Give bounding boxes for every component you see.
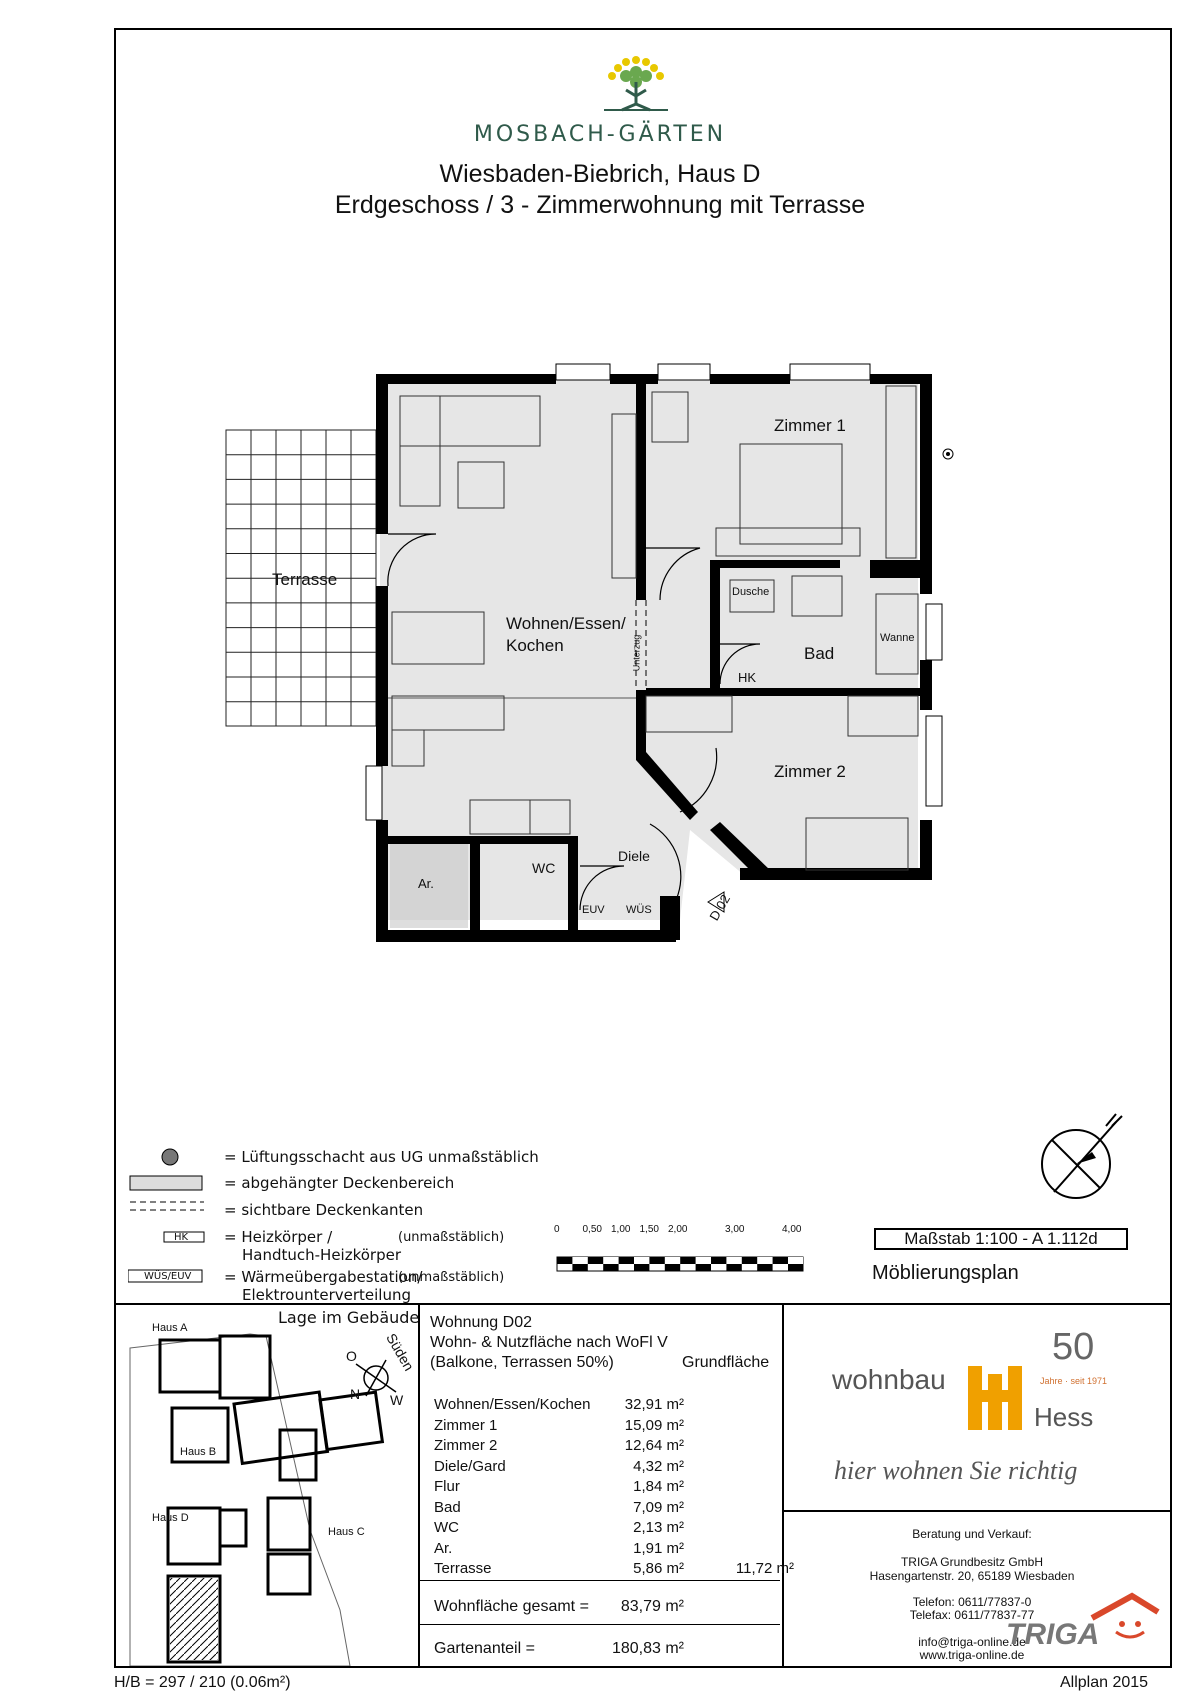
legend-item-4-sub: Handtuch-Heizkörper bbox=[242, 1246, 402, 1264]
room-terrasse: Terrasse bbox=[272, 570, 338, 589]
legend-item-4-note: (unmaßstäblich) bbox=[398, 1230, 505, 1245]
north-arrow-icon bbox=[1036, 1112, 1126, 1204]
room-wohnen-line2: Kochen bbox=[506, 636, 564, 655]
scale-tick-label: 1,50 bbox=[639, 1224, 659, 1235]
legend-item-5-sub: Elektrounterverteilung bbox=[242, 1286, 411, 1304]
label-dusche: Dusche bbox=[732, 586, 770, 598]
developer-name-2: Hess bbox=[1034, 1402, 1094, 1432]
legend-item-5-note: (unmaßstäblich) bbox=[398, 1270, 505, 1285]
scale-tick-label: 4,00 bbox=[782, 1224, 802, 1235]
room-wohnen-line1: Wohnen/Essen/ bbox=[506, 614, 626, 633]
legend-wus-symbol: WÜS/EUV bbox=[144, 1271, 192, 1282]
area-row bbox=[434, 1437, 794, 1457]
brand-name: MOSBACH-GÄRTEN bbox=[473, 122, 727, 147]
areas-total-value: 83,79 m² bbox=[620, 1598, 684, 1615]
scale-cell bbox=[680, 1257, 695, 1264]
area-row-value: 7,09 m² bbox=[633, 1498, 684, 1516]
area-row-name: Zimmer 1 bbox=[434, 1416, 498, 1434]
panel-divider-1 bbox=[418, 1303, 420, 1668]
scale-cell bbox=[557, 1257, 572, 1264]
scale-cell bbox=[726, 1264, 741, 1271]
site-compass-o: O bbox=[346, 1348, 357, 1364]
site-house-d: Haus D bbox=[152, 1512, 189, 1524]
areas-heading-3: (Balkone, Terrassen 50%) bbox=[430, 1354, 614, 1371]
area-row bbox=[434, 1519, 794, 1539]
contact-company: TRIGA Grundbesitz GmbH bbox=[900, 1555, 1044, 1569]
scale-cell bbox=[619, 1257, 634, 1264]
developer-years: 50 bbox=[1052, 1326, 1095, 1368]
scale-tick-label: 0,50 bbox=[582, 1224, 602, 1235]
room-zimmer1: Zimmer 1 bbox=[774, 416, 846, 435]
area-row-name: Flur bbox=[434, 1478, 460, 1495]
label-entrance: D 02 bbox=[706, 891, 734, 924]
footer-left: H/B = 297 / 210 (0.06m²) bbox=[114, 1674, 291, 1691]
contact-phone: Telefon: 0611/77837-0 bbox=[912, 1595, 1032, 1609]
legend-item-4: = Heizkörper / bbox=[224, 1228, 333, 1246]
site-plan bbox=[120, 1310, 416, 1666]
scale-cell bbox=[603, 1264, 618, 1271]
area-row-value2: 11,72 m² bbox=[735, 1560, 794, 1577]
area-row bbox=[434, 1560, 794, 1580]
scale-tick-label: 2,00 bbox=[668, 1224, 688, 1235]
page-title-line1: Wiesbaden-Biebrich, Haus D bbox=[439, 160, 761, 188]
contact-email[interactable]: info@triga-online.de bbox=[918, 1635, 1026, 1649]
panel-divider-3 bbox=[782, 1510, 1172, 1512]
scale-tick-label: 1,00 bbox=[611, 1224, 631, 1235]
areas-heading-1: Wohnung D02 bbox=[430, 1314, 532, 1331]
area-row-value: 32,91 m² bbox=[624, 1396, 684, 1413]
developer-name: wohnbau bbox=[832, 1364, 946, 1395]
area-row-value: 12,64 m² bbox=[624, 1437, 684, 1454]
scale-cell bbox=[649, 1257, 664, 1264]
area-row bbox=[434, 1417, 794, 1437]
areas-total-label: Wohnfläche gesamt = bbox=[434, 1598, 589, 1615]
area-row-value: 1,84 m² bbox=[633, 1478, 684, 1495]
scale-cell bbox=[696, 1264, 711, 1271]
footer-right: Allplan 2015 bbox=[1060, 1674, 1149, 1691]
site-compass-south: Süden bbox=[383, 1330, 418, 1374]
area-row bbox=[434, 1478, 794, 1498]
label-wc: WC bbox=[532, 860, 556, 876]
site-house-a: Haus A bbox=[152, 1322, 188, 1334]
label-diele: Diele bbox=[618, 848, 650, 864]
scale-cell bbox=[572, 1264, 587, 1271]
area-row-name: WC bbox=[434, 1519, 459, 1536]
label-hk: HK bbox=[738, 670, 757, 685]
scale-cell bbox=[665, 1264, 680, 1271]
scale-tick-label: 3,00 bbox=[725, 1224, 745, 1235]
label-wanne: Wanne bbox=[880, 632, 915, 644]
site-house-c: Haus C bbox=[328, 1526, 365, 1538]
scale-cell bbox=[634, 1264, 649, 1271]
area-row-value: 15,09 m² bbox=[624, 1416, 684, 1434]
site-title: Lage im Gebäude bbox=[278, 1308, 420, 1327]
area-row-value: 1,91 m² bbox=[633, 1539, 684, 1557]
scale-label: Maßstab 1:100 - A 1.112d bbox=[874, 1228, 1128, 1250]
area-row-name: Wohnen/Essen/Kochen bbox=[434, 1396, 591, 1413]
legend-item-5: = Wärmeübergabestation/ bbox=[224, 1268, 423, 1286]
area-row-value: 5,86 m² bbox=[633, 1560, 684, 1577]
developer-slogan: hier wohnen Sie richtig bbox=[834, 1456, 1078, 1485]
scale-tick-label: 0 bbox=[554, 1224, 560, 1235]
scale-cell bbox=[773, 1257, 788, 1264]
contact-fax: Telefax: 0611/77837-77 bbox=[909, 1608, 1035, 1622]
site-compass-w: W bbox=[390, 1392, 404, 1408]
contact-web[interactable]: www.triga-online.de bbox=[919, 1648, 1025, 1662]
area-row-value: 2,13 m² bbox=[633, 1519, 684, 1536]
room-bad: Bad bbox=[804, 644, 835, 663]
label-wus: WÜS bbox=[626, 904, 652, 916]
plan-kind: Möblierungsplan bbox=[872, 1262, 1019, 1284]
triga-logo-text: TRIGA bbox=[1006, 1618, 1100, 1651]
areas-garden-label: Gartenanteil = bbox=[434, 1640, 535, 1657]
contact-heading: Beratung und Verkauf: bbox=[912, 1527, 1032, 1541]
site-house-b: Haus B bbox=[180, 1446, 217, 1458]
label-ar: Ar. bbox=[418, 876, 434, 891]
area-row-name: Ar. bbox=[434, 1539, 453, 1557]
page-title-line2: Erdgeschoss / 3 - Zimmerwohnung mit Terrasse bbox=[334, 191, 866, 219]
hess-logo-icon bbox=[964, 1364, 1028, 1432]
label-euv: EUV bbox=[582, 904, 605, 916]
areas-heading-3-right: Grundfläche bbox=[682, 1354, 770, 1371]
areas-garden-value: 180,83 m² bbox=[611, 1640, 684, 1657]
developer-years-sub: Jahre · seit 1971 bbox=[1040, 1376, 1108, 1386]
site-compass-n: N bbox=[350, 1386, 361, 1402]
area-row-name: Terrasse bbox=[434, 1560, 492, 1577]
scale-cell bbox=[788, 1264, 803, 1271]
areas-garden-row bbox=[434, 1640, 794, 1660]
scale-cell bbox=[711, 1257, 726, 1264]
area-row bbox=[434, 1458, 794, 1478]
contact-address: Hasengartenstr. 20, 65189 Wiesbaden bbox=[869, 1569, 1075, 1583]
areas-rule-1 bbox=[420, 1580, 780, 1581]
area-row bbox=[434, 1396, 794, 1416]
legend-item-2: = abgehängter Deckenbereich bbox=[224, 1174, 455, 1192]
area-row-name: Diele/Gard bbox=[434, 1457, 506, 1475]
legend-item-1: = Lüftungsschacht aus UG unmaßstäblich bbox=[224, 1148, 539, 1166]
scale-cell bbox=[742, 1257, 757, 1264]
areas-heading-2: Wohn- & Nutzfläche nach WoFl V bbox=[430, 1334, 668, 1351]
legend-hk-symbol: HK bbox=[174, 1232, 189, 1243]
areas-total-row bbox=[434, 1598, 794, 1618]
legend-item-3: = sichtbare Deckenkanten bbox=[224, 1201, 424, 1219]
scale-bar bbox=[556, 1256, 806, 1276]
area-row-value: 4,32 m² bbox=[633, 1457, 684, 1475]
area-row-name: Bad bbox=[434, 1498, 461, 1516]
area-row-name: Zimmer 2 bbox=[434, 1437, 498, 1454]
label-unterzug: Unterzug bbox=[631, 634, 642, 672]
area-row bbox=[434, 1499, 794, 1519]
areas-rule-2 bbox=[420, 1624, 780, 1625]
scale-cell bbox=[757, 1264, 772, 1271]
area-row bbox=[434, 1540, 794, 1560]
room-zimmer2: Zimmer 2 bbox=[774, 762, 846, 781]
scale-cell bbox=[588, 1257, 603, 1264]
